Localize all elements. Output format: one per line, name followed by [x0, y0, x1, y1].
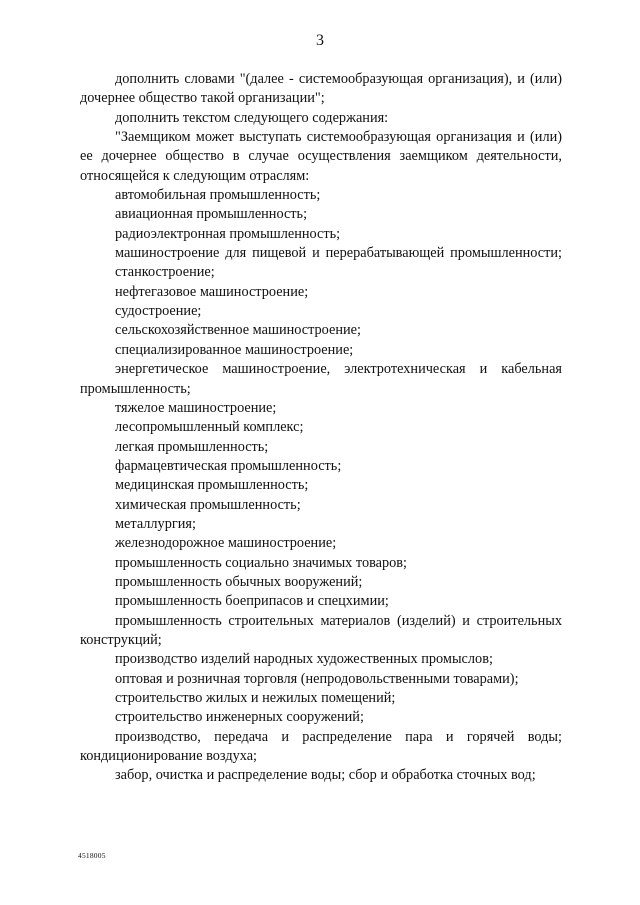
industry-item: строительство жилых и нежилых помещений;: [115, 690, 396, 706]
industry-item: металлургия;: [115, 515, 196, 532]
industry-item: тяжелое машиностроение;: [115, 399, 277, 416]
industry-item: нефтегазовое машиностроение;: [115, 283, 309, 300]
industry-item: авиационная промышленность;: [115, 206, 308, 223]
borrower-clause: "Заемщиком может выступать системообразующая организация и (или) ее дочернее общество в случае осуществления заемщиком деятельности, относящейся к следующим отраслям:: [80, 129, 562, 184]
industry-item: энергетическое машиностроение, электротехническая и кабельная промышленность;: [80, 361, 562, 397]
industry-item: промышленность социально значимых товаров;: [115, 554, 408, 571]
amendment-paragraph: дополнить словами "(далее - системообразующая организация), и (или) дочернее общество такой организации";: [80, 71, 562, 107]
industry-item: лесопромышленный комплекс;: [115, 419, 304, 436]
industry-item: автомобильная промышленность;: [115, 187, 321, 204]
industry-item: производство, передача и распределение пара и горячей воды; кондиционирование воздуха;: [80, 728, 562, 765]
industry-item: строительство инженерных сооружений;: [115, 709, 364, 726]
industry-item: промышленность боеприпасов и спецхимии;: [115, 593, 389, 610]
industry-item: станкостроение;: [115, 264, 215, 281]
industry-item: легкая промышленность;: [115, 438, 269, 455]
amendment-paragraph: дополнить текстом следующего содержания:: [115, 109, 389, 126]
industry-item: оптовая и розничная торговля (непродовольственными товарами);: [115, 670, 519, 687]
document-code: 4518005: [78, 851, 106, 860]
industry-item: фармацевтическая промышленность;: [115, 457, 342, 474]
industry-item: судостроение;: [115, 303, 202, 320]
industry-item: медицинская промышленность;: [115, 477, 309, 494]
industry-item: промышленность обычных вооружений;: [115, 573, 363, 590]
industry-item: железнодорожное машиностроение;: [115, 535, 337, 552]
industry-item: радиоэлектронная промышленность;: [115, 225, 341, 242]
document-body: [80, 70, 562, 786]
industry-item: промышленность строительных материалов (изделий) и строительных конструкций;: [80, 612, 562, 648]
industry-item: сельскохозяйственное машиностроение;: [115, 322, 361, 339]
industry-item: химическая промышленность;: [115, 496, 301, 513]
page-number: 3: [316, 32, 324, 49]
industry-item: забор, очистка и распределение воды; сбор и обработка сточных вод;: [115, 767, 536, 784]
industry-item: специализированное машиностроение;: [115, 341, 354, 358]
industry-item: производство изделий народных художественных промыслов;: [115, 651, 493, 668]
industry-item: машиностроение для пищевой и перерабатывающей промышленности;: [115, 245, 562, 262]
